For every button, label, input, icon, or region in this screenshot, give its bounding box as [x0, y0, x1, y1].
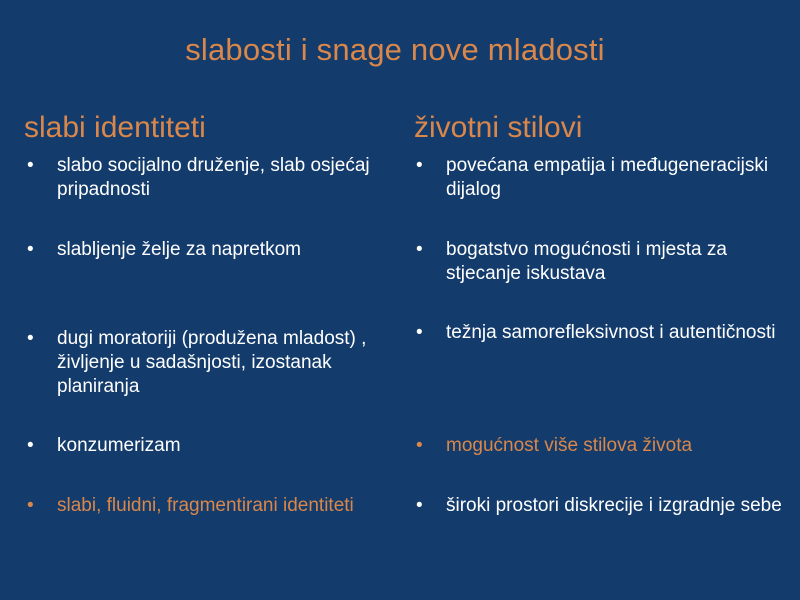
list-item-text: povećana empatija i međugeneracijski dijalog	[446, 155, 769, 200]
list-item-text: široki prostori diskrecije i izgradnje sebe	[446, 495, 782, 516]
list-item-text: slabi, fluidni, fragmentirani identiteti	[57, 495, 354, 516]
right-column-heading: životni stilovi	[414, 111, 583, 144]
slide-title: slabosti i snage nove mladosti	[185, 32, 605, 67]
bullet-icon: •	[27, 328, 34, 349]
list-item-text: konzumerizam	[57, 435, 181, 456]
bullet-icon: •	[416, 322, 423, 343]
bullet-icon: •	[416, 495, 423, 516]
list-item-text: težnja samorefleksivnost i autentičnosti	[446, 322, 776, 343]
list-item-text: dugi moratoriji (produžena mladost) , življenje u sadašnjosti, izostanak planiranja	[57, 328, 367, 397]
bullet-icon: •	[416, 155, 423, 176]
bullet-icon: •	[27, 435, 34, 456]
list-item-text: slabljenje želje za napretkom	[57, 239, 301, 260]
list-item-text: mogućnost više stilova života	[446, 435, 693, 456]
bullet-icon: •	[27, 495, 34, 516]
bullet-icon: •	[416, 435, 423, 456]
bullet-icon: •	[416, 239, 423, 260]
bullet-icon: •	[27, 155, 34, 176]
list-item-text: bogatstvo mogućnosti i mjesta za stjecanje iskustava	[446, 239, 727, 284]
bullet-icon: •	[27, 239, 34, 260]
left-column-heading: slabi identiteti	[24, 111, 206, 144]
list-item-text: slabo socijalno druženje, slab osjećaj pripadnosti	[57, 155, 370, 200]
